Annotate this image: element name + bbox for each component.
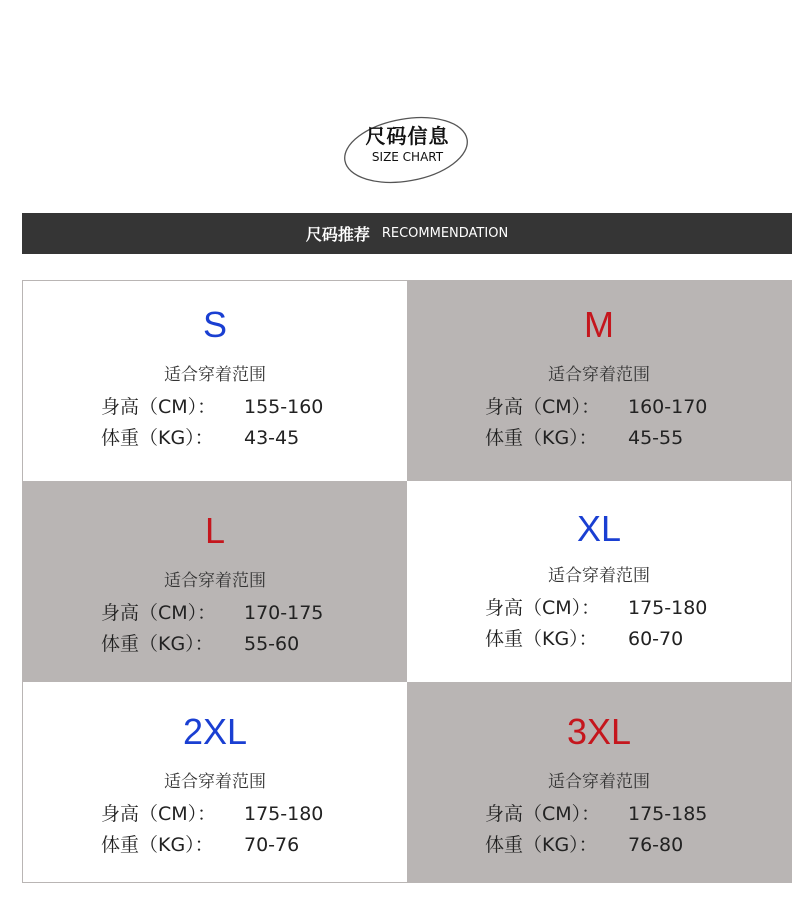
fit-range-label: 适合穿着范围 [164, 365, 266, 385]
height-row [101, 598, 323, 625]
height-label: 身高（CM）： [485, 597, 601, 620]
weight-value: 76-80 [628, 833, 684, 856]
fit-range-label: 适合穿着范围 [548, 365, 650, 385]
height-label: 身高（CM）： [101, 802, 217, 825]
recommendation-banner [22, 213, 792, 254]
weight-label: 体重（KG）： [101, 633, 214, 656]
height-value: 160-170 [628, 396, 708, 418]
weight-label: 体重（KG）： [101, 427, 214, 449]
size-card-m [407, 281, 791, 481]
banner-title-chinese: 尺码推荐 [305, 225, 370, 244]
fit-range-label: 适合穿着范围 [548, 771, 650, 792]
height-row [485, 392, 707, 419]
height-value: 175-180 [244, 802, 324, 825]
height-label: 身高（CM）： [485, 802, 601, 825]
size-card-2xl [23, 682, 407, 882]
title-chinese: 尺码信息 [365, 124, 450, 148]
fit-range-label: 适合穿着范围 [548, 566, 650, 587]
height-value: 155-160 [244, 396, 324, 418]
banner-title-english: RECOMMENDATION [381, 226, 509, 241]
size-grid [22, 280, 792, 883]
weight-label: 体重（KG）： [485, 427, 598, 449]
size-label: M [584, 304, 614, 345]
height-label: 身高（CM）： [101, 396, 217, 418]
title-english: SIZE CHART [371, 150, 444, 164]
height-row [485, 799, 707, 826]
height-value: 175-180 [628, 597, 708, 620]
size-card-3xl [407, 682, 791, 882]
size-label: L [204, 510, 226, 552]
size-card-xl [407, 481, 791, 681]
weight-row [485, 624, 683, 651]
size-chart-title [340, 112, 475, 186]
height-row [101, 392, 323, 419]
weight-value: 55-60 [244, 633, 300, 656]
height-value: 170-175 [244, 602, 324, 625]
size-card-l [23, 481, 407, 681]
fit-range-label: 适合穿着范围 [164, 571, 266, 592]
weight-value: 70-76 [244, 833, 300, 856]
size-card-s [23, 281, 407, 481]
weight-value: 45-55 [628, 427, 684, 449]
weight-row [101, 830, 299, 857]
fit-range-label: 适合穿着范围 [164, 771, 266, 792]
weight-label: 体重（KG）： [485, 833, 598, 856]
weight-row [485, 423, 683, 450]
height-label: 身高（CM）： [101, 602, 217, 625]
size-label: 2XL [182, 710, 248, 752]
height-label: 身高（CM）： [485, 396, 601, 418]
height-row [101, 799, 323, 826]
weight-label: 体重（KG）： [485, 628, 598, 651]
size-label: XL [576, 508, 622, 550]
weight-value: 60-70 [628, 628, 684, 651]
height-value: 175-185 [628, 802, 708, 825]
size-label: S [202, 304, 227, 345]
weight-value: 43-45 [244, 427, 300, 449]
size-label: 3XL [566, 710, 632, 752]
weight-row [101, 423, 299, 450]
height-row [485, 593, 707, 620]
weight-label: 体重（KG）： [101, 833, 214, 856]
weight-row [101, 629, 299, 656]
weight-row [485, 830, 683, 857]
